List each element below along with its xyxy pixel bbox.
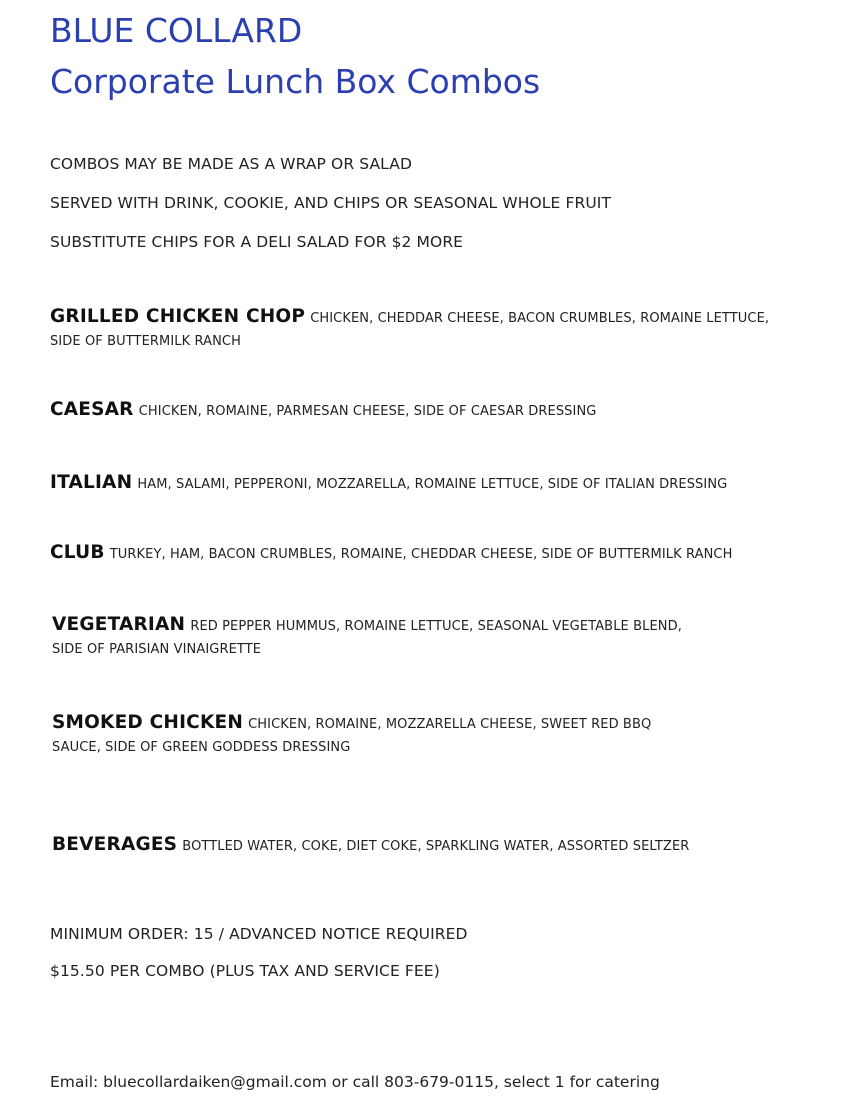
- menu-item: [50, 306, 795, 352]
- combo-price: $15.50 PER COMBO (PLUS TAX AND SERVICE FEE): [50, 962, 440, 980]
- menu-item-desc: RED PEPPER HUMMUS, ROMAINE LETTUCE, SEASONAL VEGETABLE BLEND, SIDE OF PARISIAN VINAIGRETTE: [52, 619, 682, 657]
- menu-item-name: BEVERAGES: [52, 834, 178, 855]
- menu-item-desc: TURKEY, HAM, BACON CRUMBLES, ROMAINE, CHEDDAR CHEESE, SIDE OF BUTTERMILK RANCH: [109, 547, 733, 562]
- menu-item: [50, 472, 795, 495]
- menu-item: [52, 614, 692, 660]
- menu-item: [50, 542, 840, 565]
- menu-item-desc: CHICKEN, ROMAINE, PARMESAN CHEESE, SIDE OF CAESAR DRESSING: [138, 404, 597, 419]
- note-wrap-or-salad: COMBOS MAY BE MADE AS A WRAP OR SALAD: [50, 155, 412, 173]
- menu-item-desc: HAM, SALAMI, PEPPERONI, MOZZARELLA, ROMAINE LETTUCE, SIDE OF ITALIAN DRESSING: [137, 477, 728, 492]
- menu-item-desc: BOTTLED WATER, COKE, DIET COKE, SPARKLING WATER, ASSORTED SELTZER: [182, 839, 690, 854]
- menu-item-name: SMOKED CHICKEN: [52, 712, 244, 733]
- note-served-with: SERVED WITH DRINK, COOKIE, AND CHIPS OR SEASONAL WHOLE FRUIT: [50, 194, 612, 212]
- menu-subtitle: Corporate Lunch Box Combos: [50, 62, 541, 101]
- menu-item-desc: CHICKEN, CHEDDAR CHEESE, BACON CRUMBLES, ROMAINE LETTUCE, SIDE OF BUTTERMILK RANCH: [50, 311, 770, 349]
- menu-item: [52, 834, 797, 857]
- menu-item: [52, 712, 702, 758]
- menu-item: [50, 399, 795, 422]
- contact-info: Email: bluecollardaiken@gmail.com or call 803-679-0115, select 1 for catering: [50, 1073, 660, 1091]
- menu-item-name: CAESAR: [50, 399, 134, 420]
- restaurant-title: BLUE COLLARD: [50, 11, 303, 50]
- menu-item-desc: CHICKEN, ROMAINE, MOZZARELLA CHEESE, SWEET RED BBQ SAUCE, SIDE OF GREEN GODDESS DRESSING: [52, 717, 652, 755]
- menu-item-name: ITALIAN: [50, 472, 133, 493]
- menu-item-name: VEGETARIAN: [52, 614, 186, 635]
- minimum-order: MINIMUM ORDER: 15 / ADVANCED NOTICE REQUIRED: [50, 925, 468, 943]
- menu-item-name: GRILLED CHICKEN CHOP: [50, 306, 306, 327]
- menu-item-name: CLUB: [50, 542, 105, 563]
- note-substitute: SUBSTITUTE CHIPS FOR A DELI SALAD FOR $2 MORE: [50, 233, 464, 251]
